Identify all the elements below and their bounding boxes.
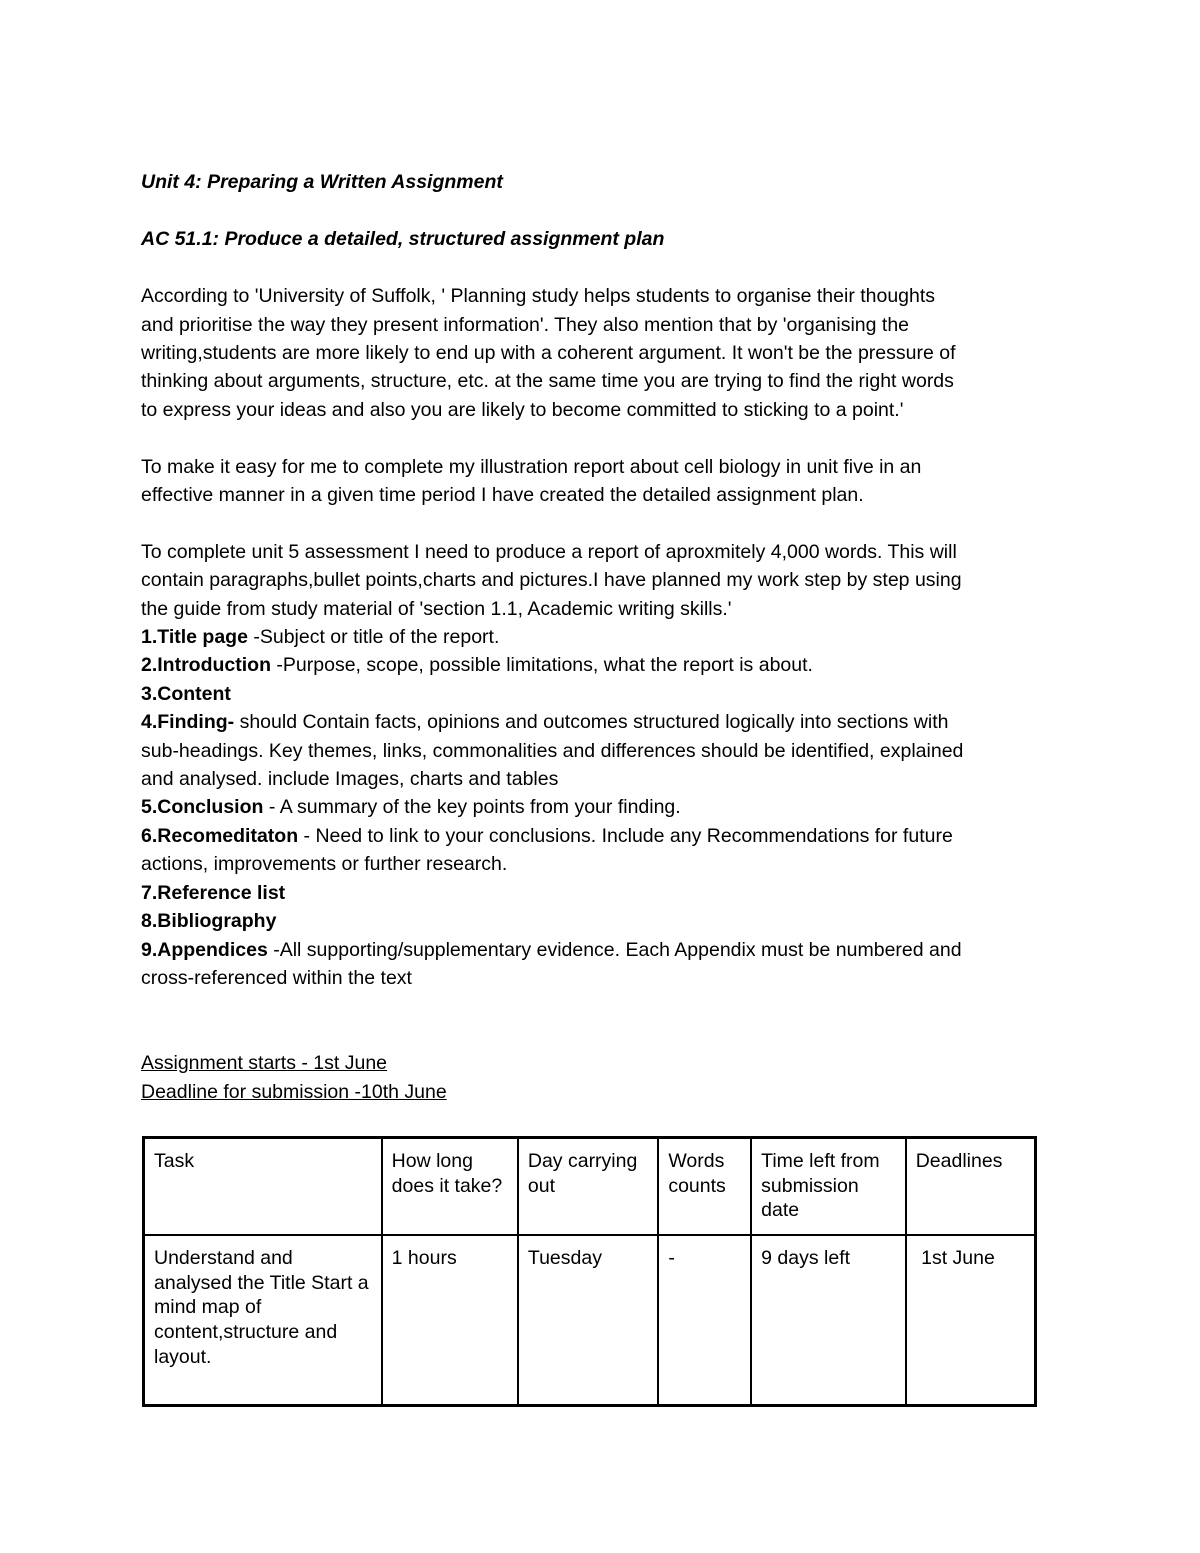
list-item-continuation: cross-referenced within the text [141,966,412,989]
paragraph-plan [141,538,1061,623]
table-cell: 1st June [906,1235,1036,1406]
table-header-row [144,1138,1036,1236]
paragraph-line: effective manner in a given time period I have created the detailed assignment plan. [141,484,864,507]
table-header-cell: Time left from submission date [751,1138,906,1236]
table-header-cell: Words counts [658,1138,751,1236]
assignment-start-date: Assignment starts - 1st June [141,1052,388,1075]
list-item: 3.Content [141,682,231,705]
list-item: 7.Reference list [141,881,286,904]
document-title: Unit 4: Preparing a Written Assignment [141,171,503,193]
table-cell: 9 days left [751,1235,906,1406]
table-header-cell: Deadlines [906,1138,1036,1236]
list-item: 6.Recomeditaton - Need to link to your conclusions. Include any Recommendations for future [141,824,953,847]
list-item: 9.Appendices -All supporting/supplementary evidence. Each Appendix must be numbered and [141,938,962,961]
paragraph-line: To complete unit 5 assessment I need to produce a report of aproxmitely 4,000 words. This will [141,540,957,563]
table-cell: 1 hours [382,1235,518,1406]
table-header-cell: Day carrying out [518,1138,658,1236]
paragraph-line: thinking about arguments, structure, etc. at the same time you are trying to find the right words [141,370,954,393]
submission-deadline: Deadline for submission -10th June [141,1080,447,1103]
paragraph-line: the guide from study material of 'section 1.1, Academic writing skills.' [141,597,732,620]
document-subtitle: AC 51.1: Produce a detailed, structured assignment plan [141,228,665,251]
table-header-cell: Task [144,1138,382,1236]
paragraph-line: to express your ideas and also you are likely to become committed to sticking to a point.' [141,398,904,421]
list-item: 2.Introduction -Purpose, scope, possible limitations, what the report is about. [141,654,813,677]
paragraph-line: contain paragraphs,bullet points,charts and pictures.I have planned my work step by step using [141,569,962,592]
list-item: 1.Title page -Subject or title of the report. [141,626,500,649]
paragraph-line: To make it easy for me to complete my illustration report about cell biology in unit five in an [141,455,922,478]
table-header-cell: How long does it take? [382,1138,518,1236]
list-item: 4.Finding- should Contain facts, opinions and outcomes structured logically into sections with [141,711,949,734]
assignment-plan-table [142,1136,1037,1407]
list-item-continuation: and analysed. include Images, charts and tables [141,768,559,791]
table-cell: - [658,1235,751,1406]
paragraph-purpose [141,453,1061,510]
report-structure-list [141,623,1061,992]
paragraph-line: writing,students are more likely to end up with a coherent argument. It won't be the pressure of [141,342,956,365]
paragraph-intro [141,282,1061,424]
document-page [141,168,1061,1106]
table-cell: Understand and analysed the Title Start a mind map of content,structure and layout. [144,1235,382,1406]
list-item: 8.Bibliography [141,910,277,933]
list-item-continuation: sub-headings. Key themes, links, commonalities and differences should be identified, explained [141,739,964,762]
paragraph-line: According to 'University of Suffolk, ' Planning study helps students to organise their thoughts [141,285,936,308]
table-cell: Tuesday [518,1235,658,1406]
assignment-dates [141,1049,1061,1106]
table-row [144,1235,1036,1406]
paragraph-line: and prioritise the way they present information'. They also mention that by 'organising the [141,313,910,336]
list-item-continuation: actions, improvements or further research. [141,853,508,876]
list-item: 5.Conclusion - A summary of the key points from your finding. [141,796,681,819]
